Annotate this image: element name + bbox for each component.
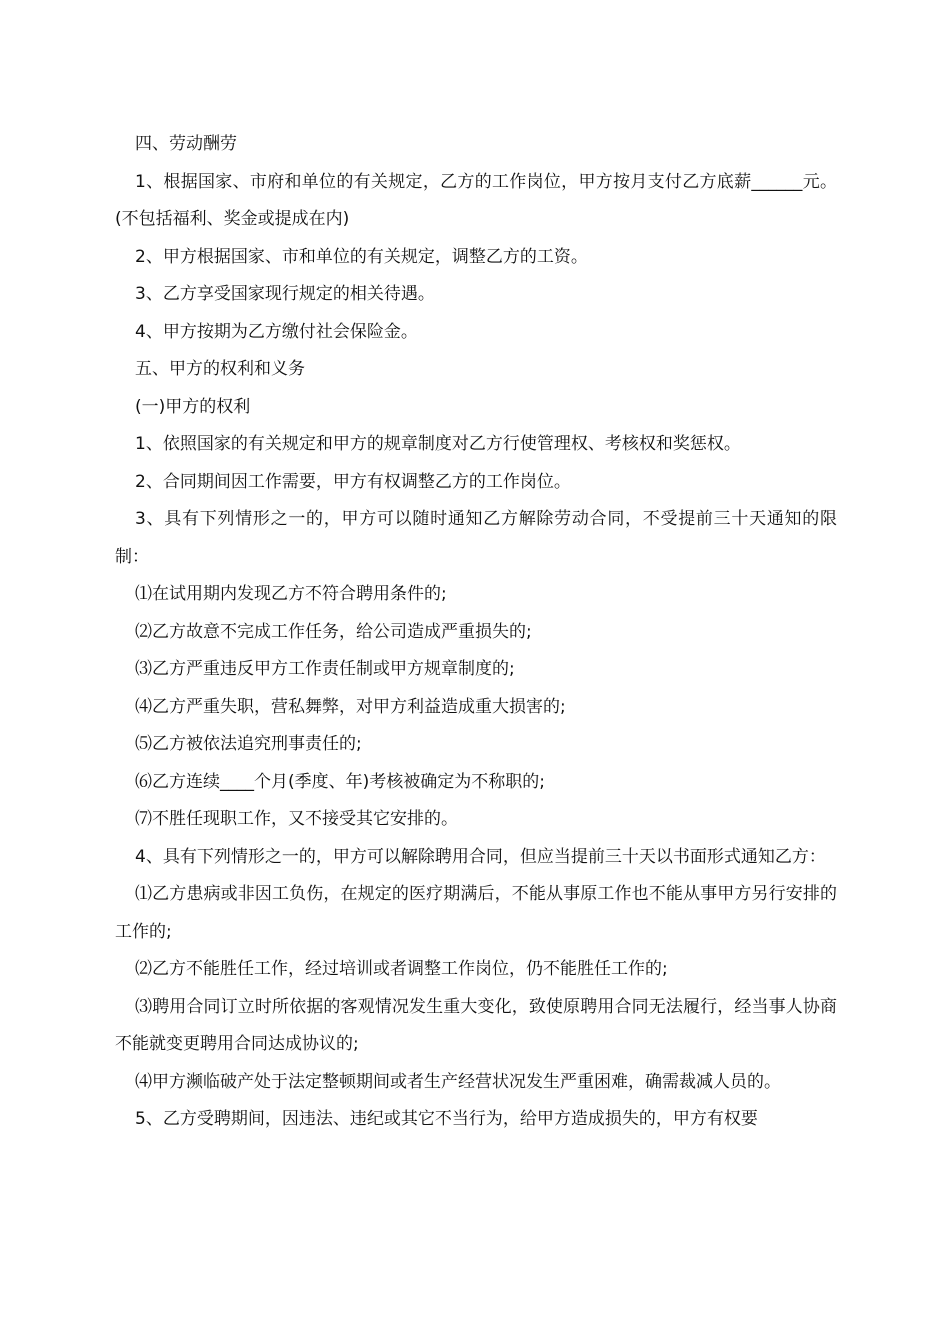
paragraph: 2、甲方根据国家、市和单位的有关规定，调整乙方的工资。 <box>135 246 588 267</box>
paragraph: 3、具有下列情形之一的，甲方可以随时通知乙方解除劳动合同，不受提前三十天通知的限制： <box>115 509 837 567</box>
list-item: ⑵乙方不能胜任工作，经过培训或者调整工作岗位，仍不能胜任工作的; <box>135 959 668 979</box>
subsection-heading: (一)甲方的权利 <box>135 396 251 417</box>
list-item: ⑷甲方濒临破产处于法定整顿期间或者生产经营状况发生严重困难，确需裁减人员的。 <box>135 1071 781 1092</box>
paragraph: 4、甲方按期为乙方缴付社会保险金。 <box>135 321 418 342</box>
list-item: ⑷乙方严重失职，营私舞弊，对甲方利益造成重大损害的; <box>135 696 566 717</box>
paragraph: 4、具有下列情形之一的，甲方可以解除聘用合同，但应当提前三十天以书面形式通知乙方： <box>135 846 826 867</box>
paragraph: 1、根据国家、市府和单位的有关规定，乙方的工作岗位，甲方按月支付乙方底薪______元。(不包括福利、奖金或提成在内) <box>115 171 837 229</box>
list-item: ⑸乙方被依法追究刑事责任的; <box>135 734 362 754</box>
list-item: ⑴在试用期内发现乙方不符合聘用条件的; <box>135 584 447 604</box>
paragraph: 2、合同期间因工作需要，甲方有权调整乙方的工作岗位。 <box>135 471 571 492</box>
section-heading: 四、劳动酬劳 <box>135 134 237 154</box>
document-body <box>115 126 837 1139</box>
list-item: ⑶乙方严重违反甲方工作责任制或甲方规章制度的; <box>135 659 515 679</box>
paragraph: 5、乙方受聘期间，因违法、违纪或其它不当行为，给甲方造成损失的，甲方有权要 <box>135 1109 758 1129</box>
list-item: ⑺不胜任现职工作，又不接受其它安排的。 <box>135 809 458 829</box>
list-item: ⑵乙方故意不完成工作任务，给公司造成严重损失的; <box>135 621 532 642</box>
section-heading: 五、甲方的权利和义务 <box>135 359 305 379</box>
paragraph: 3、乙方享受国家现行规定的相关待遇。 <box>135 284 435 304</box>
list-item: ⑶聘用合同订立时所依据的客观情况发生重大变化，致使原聘用合同无法履行，经当事人协商不能就变更聘用合同达成协议的; <box>115 996 837 1054</box>
paragraph: 1、依照国家的有关规定和甲方的规章制度对乙方行使管理权、考核权和奖惩权。 <box>135 434 741 454</box>
list-item: ⑹乙方连续____个月(季度、年)考核被确定为不称职的; <box>135 771 545 792</box>
list-item: ⑴乙方患病或非因工负伤，在规定的医疗期满后，不能从事原工作也不能从事甲方另行安排的工作的; <box>115 884 837 942</box>
